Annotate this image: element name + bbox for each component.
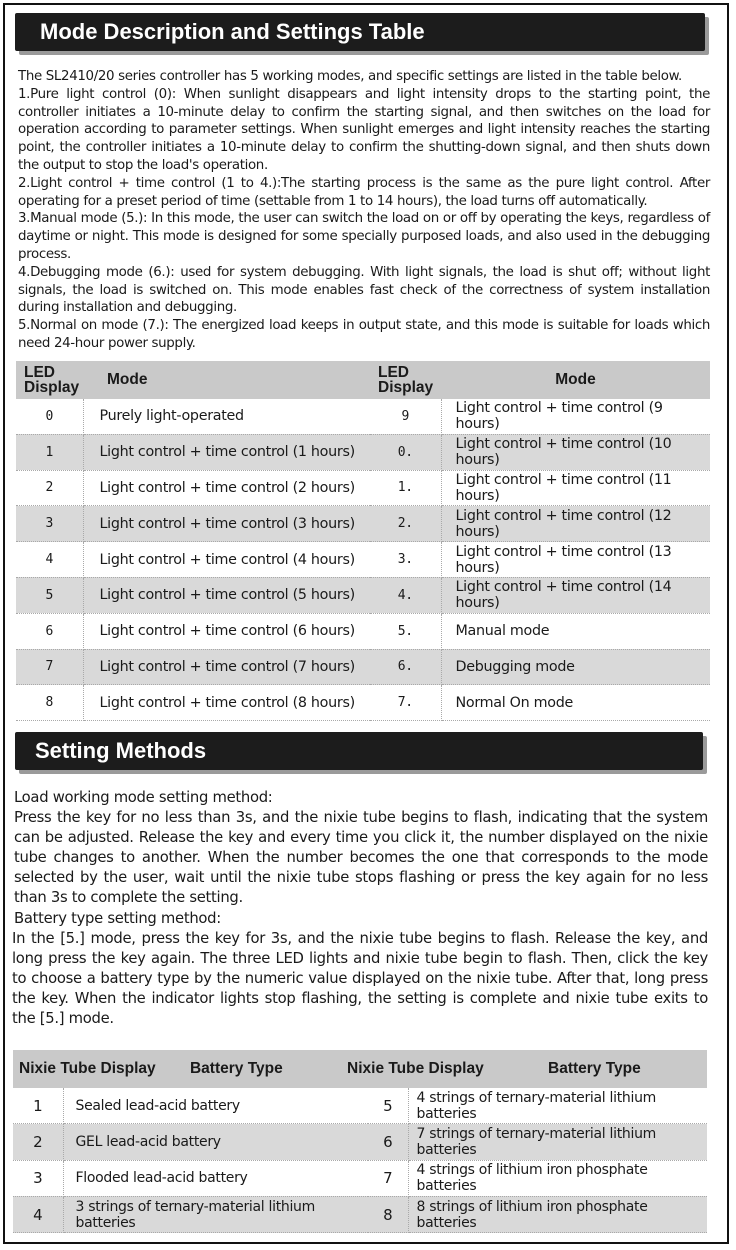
mode-label: Light control + time control (12 hours) [441,506,710,542]
mode-label: Debugging mode [441,649,710,685]
led-code: 9 [370,399,441,434]
nixie-value: 2 [13,1124,63,1160]
modes-table-row [16,399,710,434]
battery-table-row [13,1160,707,1196]
led-code: 7 [16,649,83,685]
led-code: 3 [16,506,83,542]
mode-label: Light control + time control (10 hours) [441,434,710,470]
header-mode: Mode [441,361,710,399]
mode-label: Light control + time control (7 hours) [83,649,370,685]
battery-type-heading: Battery type setting method: [14,909,221,927]
battery-type: GEL lead-acid battery [63,1124,368,1160]
header-mode: Mode [83,361,370,399]
section-title-mode-description [15,13,705,51]
header-nixie-display: Nixie Tube Display [347,1060,484,1077]
header-led-display: LED Display [370,361,441,399]
modes-table-row [16,613,710,649]
intro-paragraph: 2.Light control + time control (1 to 4.):The starting process is the same as the pure light control. After operating for a preset period of time (settable from 1 to 14 hours), the load turns off automatically. [18,175,710,209]
led-code: 4. [370,577,441,613]
battery-type: 4 strings of ternary-material lithium batteries [408,1088,707,1124]
mode-label: Manual mode [441,613,710,649]
load-mode-text: Press the key for no less than 3s, and the nixie tube begins to flash, indicating that the system can be adjusted. Release the key and every time you click it, the number displayed on the nixie tube changes to another. When the number becomes the one that corresponds to the mode selected by the user, wait until the nixie tube stops flashing or press the key again for no less than 3s to complete the setting. [14,809,708,907]
modes-table-row [16,577,710,613]
mode-label: Normal On mode [441,685,710,721]
nixie-value: 3 [13,1160,63,1196]
setting-methods-text [14,788,708,1029]
header-battery-type: Battery Type [189,1060,283,1077]
intro-paragraph: The SL2410/20 series controller has 5 working modes, and specific settings are listed in the table below. [18,69,682,84]
mode-label: Purely light-operated [83,399,370,434]
intro-paragraph: 4.Debugging mode (6.): used for system debugging. With light signals, the load is shut off; without light signals, the load is switched on. This mode enables fast check of the correctness of system installation during installation and debugging. [18,264,710,316]
mode-label: Light control + time control (2 hours) [83,470,370,506]
modes-table-row [16,506,710,542]
header-nixie-display: Nixie Tube Display [19,1060,156,1077]
battery-table-row [13,1124,707,1160]
mode-label: Light control + time control (5 hours) [83,577,370,613]
load-mode-heading: Load working mode setting method: [14,789,273,806]
header-pair-right [347,1050,707,1088]
modes-table-row [16,470,710,506]
mode-label: Light control + time control (1 hours) [83,434,370,470]
nixie-value: 8 [368,1196,408,1232]
led-code: 3. [370,542,441,578]
led-code: 8 [16,685,83,721]
battery-type: Flooded lead-acid battery [63,1160,368,1196]
intro-paragraph: 1.Pure light control (0): When sunlight disappears and light intensity drops to the starting point, the controller initiates a 10-minute delay to confirm the starting signal, and then switches on the load for operation according to parameter settings. When sunlight emerges and light intensity reaches the starting point, the controller initiates a 10-minute delay to confirm the shutting-down signal, and then shuts down the output to stop the load's operation. [18,86,710,173]
nixie-value: 7 [368,1160,408,1196]
modes-table-header [16,361,710,399]
led-code: 5. [370,613,441,649]
battery-table-row [13,1196,707,1232]
battery-type: Sealed lead-acid battery [63,1088,368,1124]
battery-table [13,1050,707,1233]
led-code: 4 [16,542,83,578]
battery-table-row [13,1088,707,1124]
led-code: 2. [370,506,441,542]
section-title-setting-methods [15,732,703,770]
mode-label: Light control + time control (11 hours) [441,470,710,506]
led-code: 7. [370,685,441,721]
led-code: 1. [370,470,441,506]
led-code: 0 [16,399,83,434]
mode-label: Light control + time control (3 hours) [83,506,370,542]
section-title-text: Mode Description and Settings Table [40,19,425,44]
led-code: 6. [370,649,441,685]
mode-label: Light control + time control (8 hours) [83,685,370,721]
section-title-text: Setting Methods [35,738,207,763]
header-battery-type: Battery Type [548,1060,641,1077]
nixie-value: 5 [368,1088,408,1124]
battery-type: 3 strings of ternary-material lithium batteries [63,1196,368,1232]
mode-label: Light control + time control (6 hours) [83,613,370,649]
mode-label: Light control + time control (13 hours) [441,542,710,578]
mode-label: Light control + time control (4 hours) [83,542,370,578]
battery-table-header [13,1050,707,1088]
intro-paragraph: 3.Manual mode (5.): In this mode, the user can switch the load on or off by operating the keys, regardless of daytime or night. This mode is designed for some specially purposed loads, and also used in the debugging process. [18,211,710,262]
led-code: 5 [16,577,83,613]
intro-text [18,68,710,353]
intro-paragraph: 5.Normal on mode (7.): The energized load keeps in output state, and this mode is suitable for loads which need 24-hour power supply. [18,318,710,351]
mode-label: Light control + time control (14 hours) [441,577,710,613]
led-code: 1 [16,434,83,470]
header-led-display: LED Display [16,361,83,399]
mode-label: Light control + time control (9 hours) [441,399,710,434]
led-code: 2 [16,470,83,506]
modes-table [16,361,710,721]
battery-type: 7 strings of ternary-material lithium batteries [408,1124,707,1160]
modes-table-row [16,649,710,685]
header-pair-left [13,1050,368,1088]
led-code: 6 [16,613,83,649]
modes-table-row [16,685,710,721]
modes-table-row [16,434,710,470]
modes-table-row [16,542,710,578]
nixie-value: 6 [368,1124,408,1160]
battery-type: 8 strings of lithium iron phosphate batteries [408,1196,707,1232]
nixie-value: 1 [13,1088,63,1124]
nixie-value: 4 [13,1196,63,1232]
battery-type-text: In the [5.] mode, press the key for 3s, and the nixie tube begins to flash. Release the key, and long press the key again. The three LED lights and nixie tube begin to flash. Then, click the key to choose a battery type by the numeric value displayed on the nixie tube. After that, long press the key. When the indicator lights stop flashing, the setting is complete and nixie tube exits to the [5.] mode. [12,929,708,1028]
battery-type: 4 strings of lithium iron phosphate batteries [408,1160,707,1196]
led-code: 0. [370,434,441,470]
